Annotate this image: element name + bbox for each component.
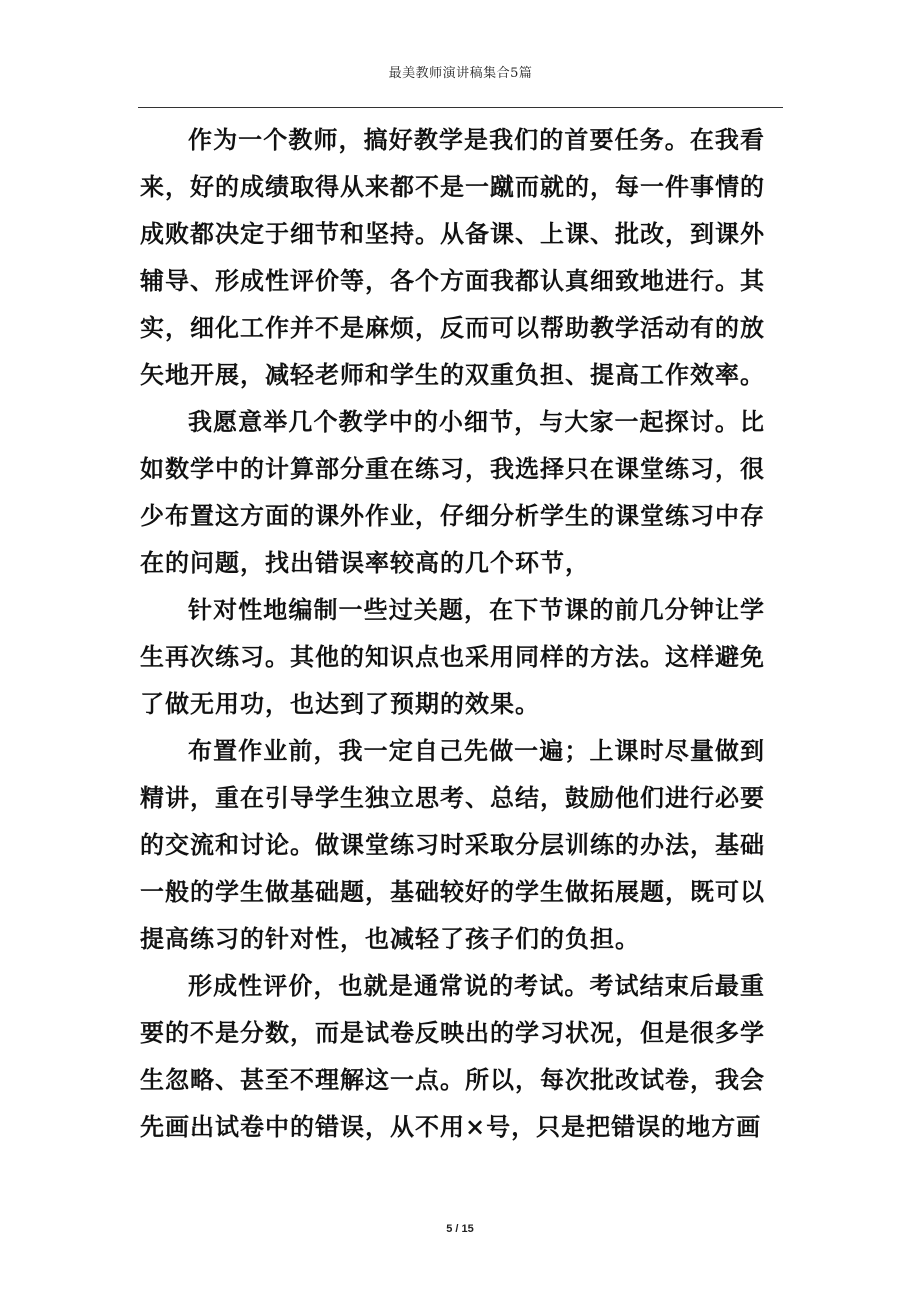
paragraph: 针对性地编制一些过关题，在下节课的前几分钟让学生再次练习。其他的知识点也采用同样的方法。这样避免了做无用功，也达到了预期的效果。 bbox=[140, 595, 765, 718]
paragraph: 布置作业前，我一定自己先做一遍；上课时尽量做到精讲，重在引导学生独立思考、总结，鼓励他们进行必要的交流和讨论。做课堂练习时采取分层训练的办法，基础一般的学生做基础题，基础较好的学生做拓展题，既可以提高练习的针对性，也减轻了孩子们的负担。 bbox=[140, 736, 765, 953]
paragraph: 作为一个教师，搞好教学是我们的首要任务。在我看来，好的成绩取得从来都不是一蹴而就的，每一件事情的成败都决定于细节和坚持。从备课、上课、批改，到课外辅导、形成性评价等，各个方面我都认真细致地进行。其实，细化工作并不是麻烦，反而可以帮助教学活动有的放矢地开展，减轻老师和学生的双重负担、提高工作效率。 bbox=[140, 125, 765, 389]
document-body bbox=[140, 116, 765, 1150]
header-divider bbox=[138, 107, 783, 108]
paragraph: 形成性评价，也就是通常说的考试。考试结束后最重要的不是分数，而是试卷反映出的学习状况，但是很多学生忽略、甚至不理解这一点。所以，每次批改试卷，我会先画出试卷中的错误，从不用×号，只是把错误的地方画 bbox=[140, 971, 765, 1141]
paragraph: 我愿意举几个教学中的小细节，与大家一起探讨。比如数学中的计算部分重在练习，我选择只在课堂练习，很少布置这方面的课外作业，仔细分析学生的课堂练习中存在的问题，找出错误率较高的几个环节， bbox=[140, 407, 765, 577]
page-number: 5 / 15 bbox=[446, 1223, 474, 1235]
page-header-title: 最美教师演讲稿集合5篇 bbox=[388, 66, 533, 81]
